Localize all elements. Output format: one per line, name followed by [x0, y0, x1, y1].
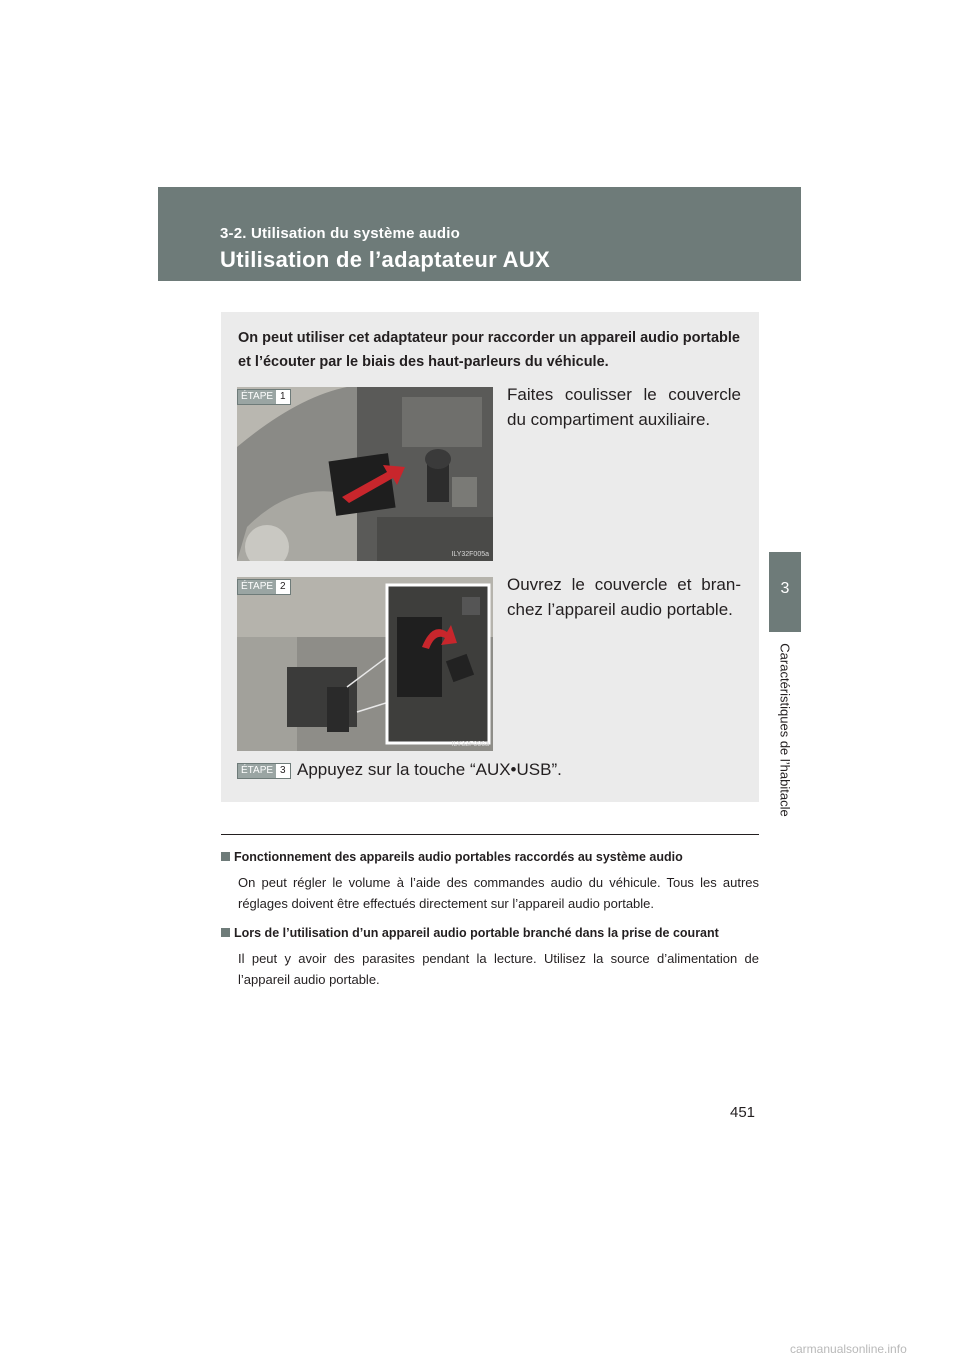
step-2-badge-number: 2: [280, 581, 286, 592]
section-header: [158, 187, 801, 281]
intro-text: On peut utiliser cet adaptateur pour raccorder un appareil audio portable et l’écouter par le biais des haut-parleurs du véhicule.: [238, 330, 740, 370]
step-2-badge-label: ÉTAPE: [238, 580, 276, 594]
step-3-badge: [237, 763, 291, 779]
step-2-image-code: ILY32F006a: [451, 741, 489, 748]
note-1-title-text: Fonctionnement des appareils audio portables raccordés au système audio: [234, 850, 683, 864]
step-1-text: Faites coulisser le couvercle du compartiment auxiliaire.: [507, 385, 741, 429]
chapter-label: Caractéristiques de l’habitacle: [777, 643, 793, 817]
step-1-badge-number: 1: [280, 391, 286, 402]
note-2-body: Il peut y avoir des parasites pendant la lecture. Utilisez la source d’alimentation de l’appareil audio portable.: [238, 951, 759, 987]
bullet-square-icon: [221, 852, 230, 861]
bullet-square-icon: [221, 928, 230, 937]
step-2-image: [237, 577, 493, 751]
step-2-text: Ouvrez le couvercle et bran-chez l’appareil audio portable.: [507, 575, 741, 619]
section-label: 3-2. Utilisation du système audio: [220, 225, 460, 242]
divider: [221, 834, 759, 835]
step-3-text: Appuyez sur la touche “AUX•USB”.: [297, 760, 562, 779]
step-1-image-code: ILY32F005a: [451, 551, 489, 558]
note-2-title-text: Lors de l’utilisation d’un appareil audio portable branché dans la prise de courant: [234, 926, 719, 940]
step-1-image: [237, 387, 493, 561]
note-1-body: On peut régler le volume à l’aide des commandes audio du véhicule. Tous les autres réglages doivent être effectués directement sur l’appareil audio portable.: [238, 875, 759, 911]
notes-section: [221, 848, 759, 1000]
step-3-badge-number: 3: [280, 765, 286, 776]
page-number: 451: [730, 1104, 756, 1121]
note-1-title: [221, 848, 759, 866]
step-1-badge-label: ÉTAPE: [238, 390, 276, 404]
chapter-tab: [769, 552, 801, 632]
step-1-badge: [237, 389, 291, 405]
page-title: Utilisation de l’adaptateur AUX: [220, 247, 550, 272]
chapter-number: 3: [780, 580, 790, 597]
step-3-badge-label: ÉTAPE: [238, 764, 276, 778]
step-2-badge: [237, 579, 291, 595]
note-2-title: [221, 924, 759, 942]
watermark: carmanualsonline.info: [790, 1342, 907, 1356]
instruction-box: [221, 312, 759, 802]
